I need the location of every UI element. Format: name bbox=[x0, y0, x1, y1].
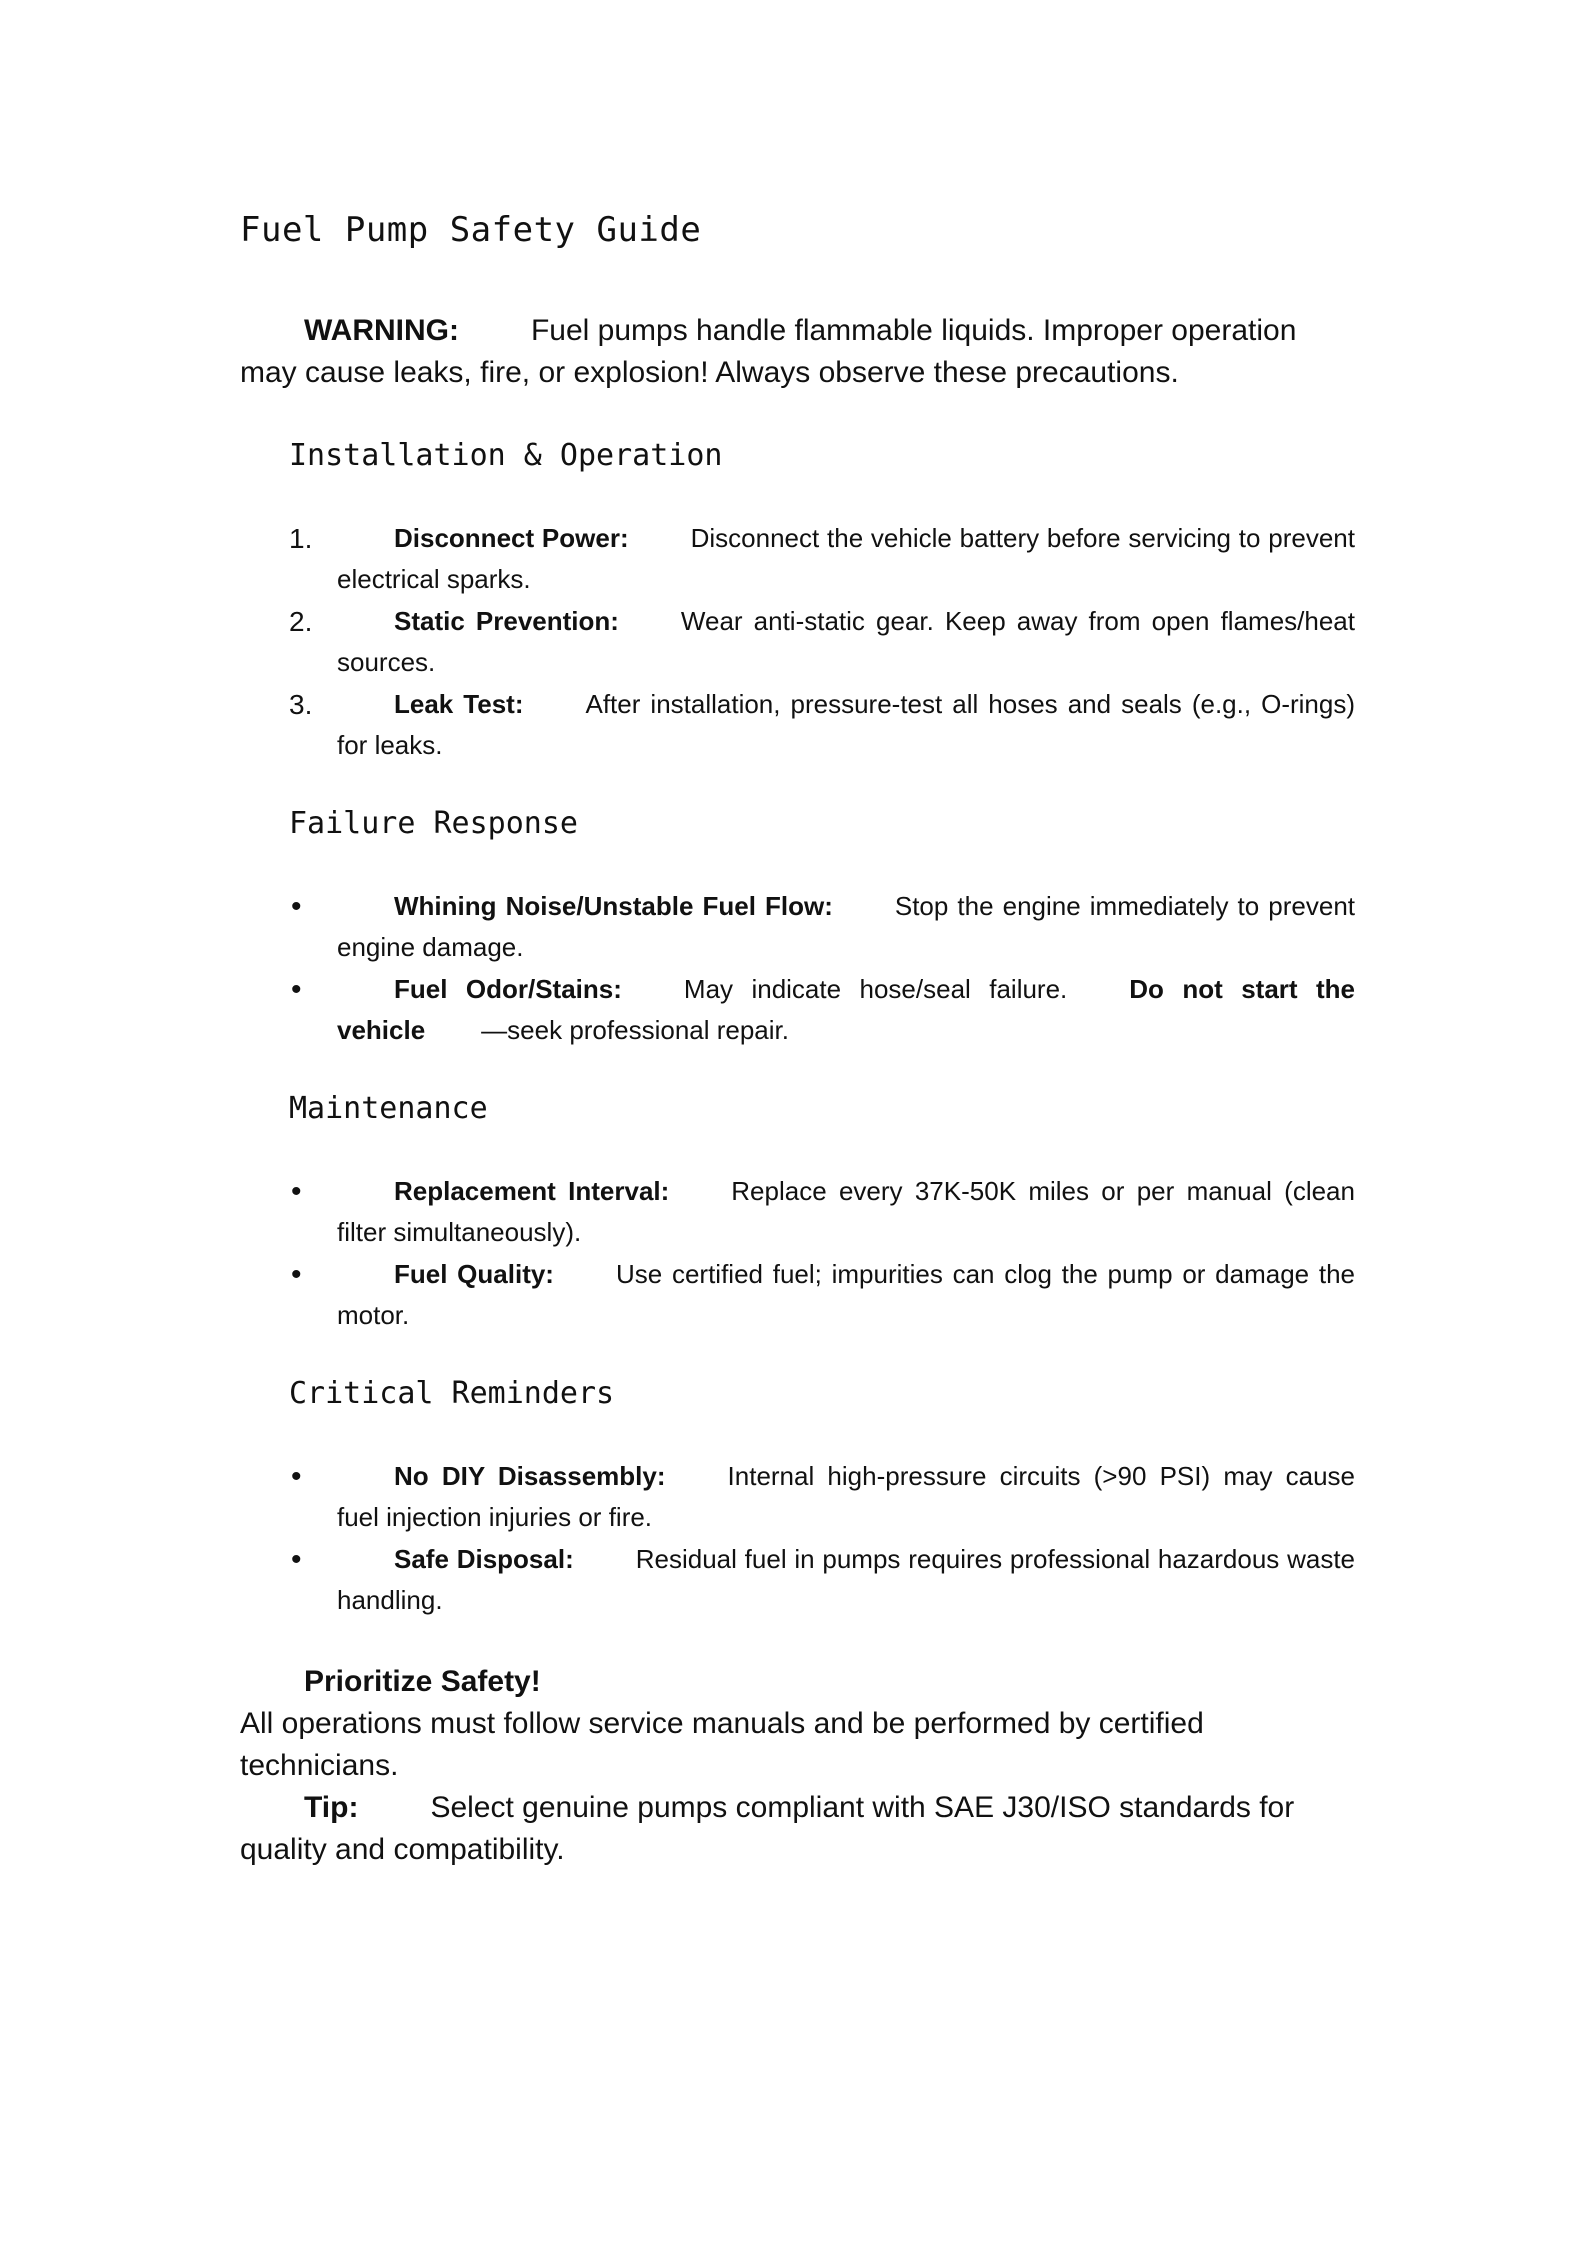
item-text: Disconnect the vehicle battery before servicing to prevent electrical sparks. bbox=[337, 523, 1355, 594]
item-text: Stop the engine immediately to prevent engine damage. bbox=[337, 891, 1355, 962]
bullet-icon: • bbox=[291, 1460, 302, 1493]
item-text: Internal high-pressure circuits (>90 PSI) may cause fuel injection injuries or fire. bbox=[337, 1461, 1355, 1532]
list-number: 1. bbox=[289, 523, 313, 554]
section-heading-failure-response: Failure Response bbox=[289, 806, 578, 841]
item-label: Replacement Interval: bbox=[394, 1176, 670, 1206]
list-item bbox=[289, 518, 1355, 600]
item-label: Disconnect Power: bbox=[394, 523, 629, 553]
bullet-icon: • bbox=[291, 1258, 302, 1291]
item-text: Wear anti-static gear. Keep away from open flames/heat sources. bbox=[337, 606, 1355, 677]
item-text: May indicate hose/seal failure. bbox=[683, 974, 1068, 1004]
section-heading-critical-reminders: Critical Reminders bbox=[289, 1376, 615, 1411]
list-item bbox=[289, 601, 1355, 683]
item-label: No DIY Disassembly: bbox=[394, 1461, 666, 1491]
warning-paragraph bbox=[240, 310, 1350, 394]
item-label: Whining Noise/Unstable Fuel Flow: bbox=[394, 891, 833, 921]
installation-list bbox=[289, 518, 1355, 767]
tip-label: Tip: bbox=[304, 1791, 359, 1824]
section-heading-installation: Installation & Operation bbox=[289, 438, 723, 473]
item-label: Fuel Quality: bbox=[394, 1259, 554, 1289]
list-item bbox=[289, 1171, 1355, 1253]
item-label: Fuel Odor/Stains: bbox=[394, 974, 622, 1004]
item-label: Leak Test: bbox=[394, 689, 524, 719]
document-title: Fuel Pump Safety Guide bbox=[240, 210, 702, 250]
list-item bbox=[289, 969, 1355, 1051]
item-label: Safe Disposal: bbox=[394, 1544, 574, 1574]
bullet-icon: • bbox=[291, 890, 302, 923]
list-number: 2. bbox=[289, 606, 313, 637]
list-item bbox=[289, 1456, 1355, 1538]
list-item bbox=[289, 684, 1355, 766]
section-heading-maintenance: Maintenance bbox=[289, 1091, 488, 1126]
closing-label: Prioritize Safety! bbox=[304, 1665, 541, 1698]
closing-text: All operations must follow service manuals and be performed by certified technicians. bbox=[240, 1707, 1204, 1782]
warning-text: Fuel pumps handle flammable liquids. Improper operation may cause leaks, fire, or explosion! Always observe these precautions. bbox=[240, 314, 1297, 389]
list-item bbox=[289, 1539, 1355, 1621]
bullet-icon: • bbox=[291, 1543, 302, 1576]
failure-response-list bbox=[289, 886, 1355, 1052]
item-emphasis: Do not start the vehicle bbox=[337, 974, 1356, 1045]
item-label: Static Prevention: bbox=[394, 606, 619, 636]
list-number: 3. bbox=[289, 689, 313, 720]
maintenance-list bbox=[289, 1171, 1355, 1337]
item-tail: —seek professional repair. bbox=[481, 1015, 789, 1045]
item-text: After installation, pressure-test all hoses and seals (e.g., O-rings) for leaks. bbox=[337, 689, 1355, 760]
list-item bbox=[289, 886, 1355, 968]
critical-reminders-list bbox=[289, 1456, 1355, 1622]
list-item bbox=[289, 1254, 1355, 1336]
tip-paragraph bbox=[240, 1787, 1350, 1871]
closing-paragraph bbox=[240, 1661, 1350, 1787]
item-text: Replace every 37K-50K miles or per manual (clean filter simultaneously). bbox=[337, 1176, 1355, 1247]
bullet-icon: • bbox=[291, 1175, 302, 1208]
tip-text: Select genuine pumps compliant with SAE J30/ISO standards for quality and compatibility. bbox=[240, 1791, 1295, 1866]
warning-label: WARNING: bbox=[304, 314, 459, 347]
item-text: Use certified fuel; impurities can clog the pump or damage the motor. bbox=[337, 1259, 1356, 1330]
item-text: Residual fuel in pumps requires professional hazardous waste handling. bbox=[337, 1544, 1355, 1615]
bullet-icon: • bbox=[291, 973, 302, 1006]
